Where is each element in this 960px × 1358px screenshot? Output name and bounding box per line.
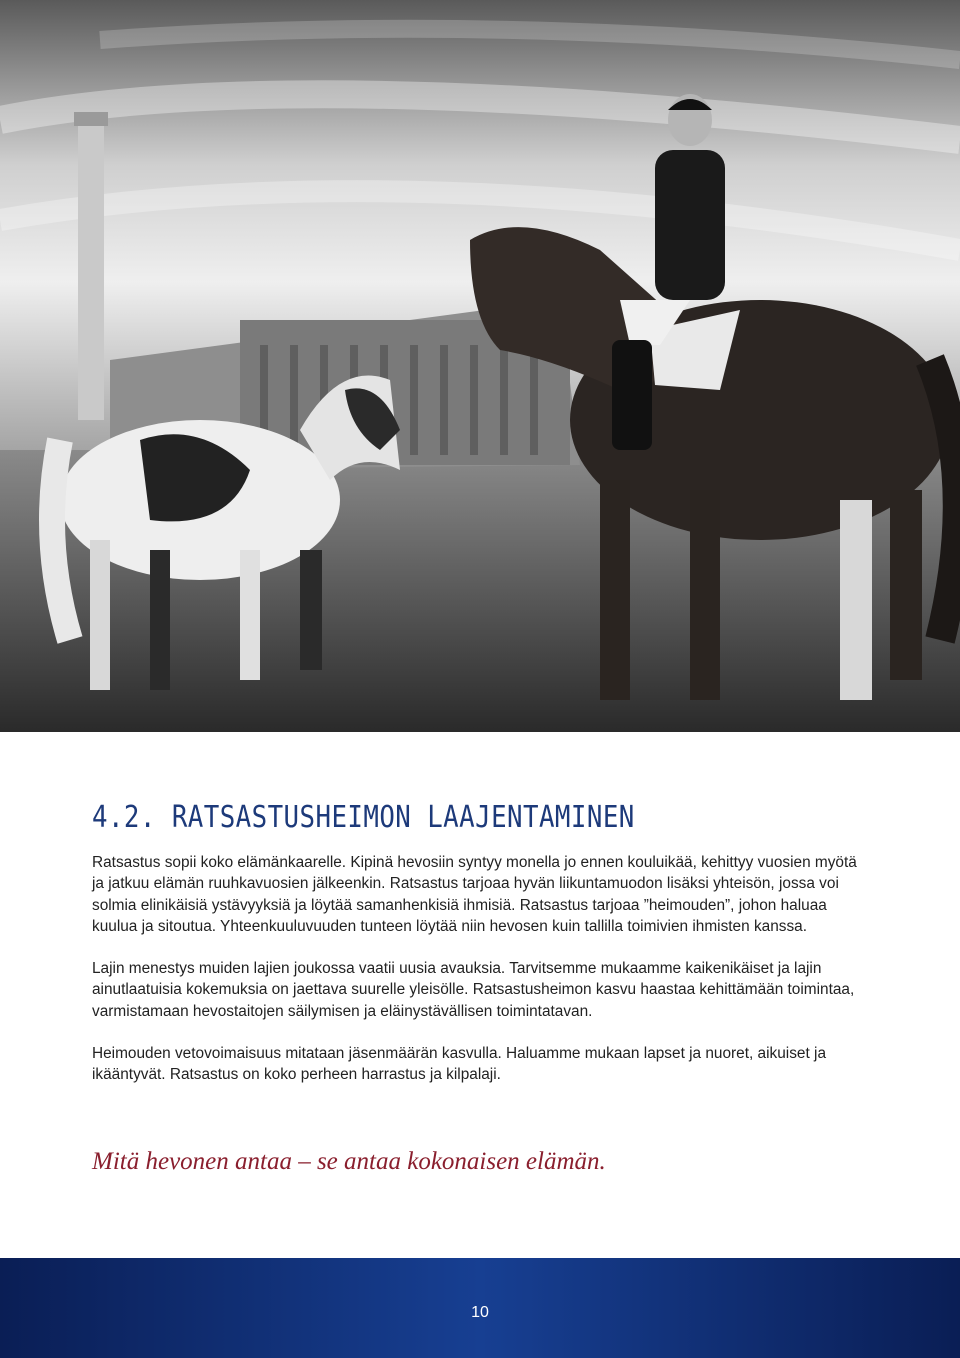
tagline-quote: Mitä hevonen antaa – se antaa kokonaisen elämän. [92,1148,606,1175]
section-heading: 4.2. RATSASTUSHEIMON LAAJENTAMINEN [92,800,635,835]
paragraph: Heimouden vetovoimaisuus mitataan jäsenmäärän kasvulla. Haluamme mukaan lapset ja nuoret, aikuiset ja ikääntyvät. Ratsastus on koko perheen harrastus ja kilpalaji. [92,1045,827,1084]
paragraph: Lajin menestys muiden lajien joukossa vaatii uusia avauksia. Tarvitsemme mukaamme kaikenikäiset ja lajin ainutlaatuisia kokemuksia on jaettava suurelle yleisölle. Ratsastusheimon kasvu haastaa kehittämään toimintaa, varmistamaan hevostaitojen säilymisen ja eläinystävällisen toimintatavan. [92,960,855,1020]
footer-bar [0,1258,960,1358]
page-number: 10 [471,1304,489,1321]
paragraph: Ratsastus sopii koko elämänkaarelle. Kipinä hevosiin syntyy monella jo ennen kouluikää, kehittyy vuosien myötä ja jatkuu elämän ruuhkavuosien jälkeenkin. Ratsastus tarjoaa hyvän liikuntamuodon lisäksi yhteisön, jossa voi solmia elinikäisiä ystävyyksiä ja löytää samanhenkisiä ihmisiä. Ratsastus tarjoaa ”heimouden”, johon haluaa kuulua ja sitoutua. Yhteenkuuluvuuden tunteen löytää niin hevosen kuin tallilla toimivien ihmisten kanssa. [92,854,857,935]
body-text [92,852,872,1107]
